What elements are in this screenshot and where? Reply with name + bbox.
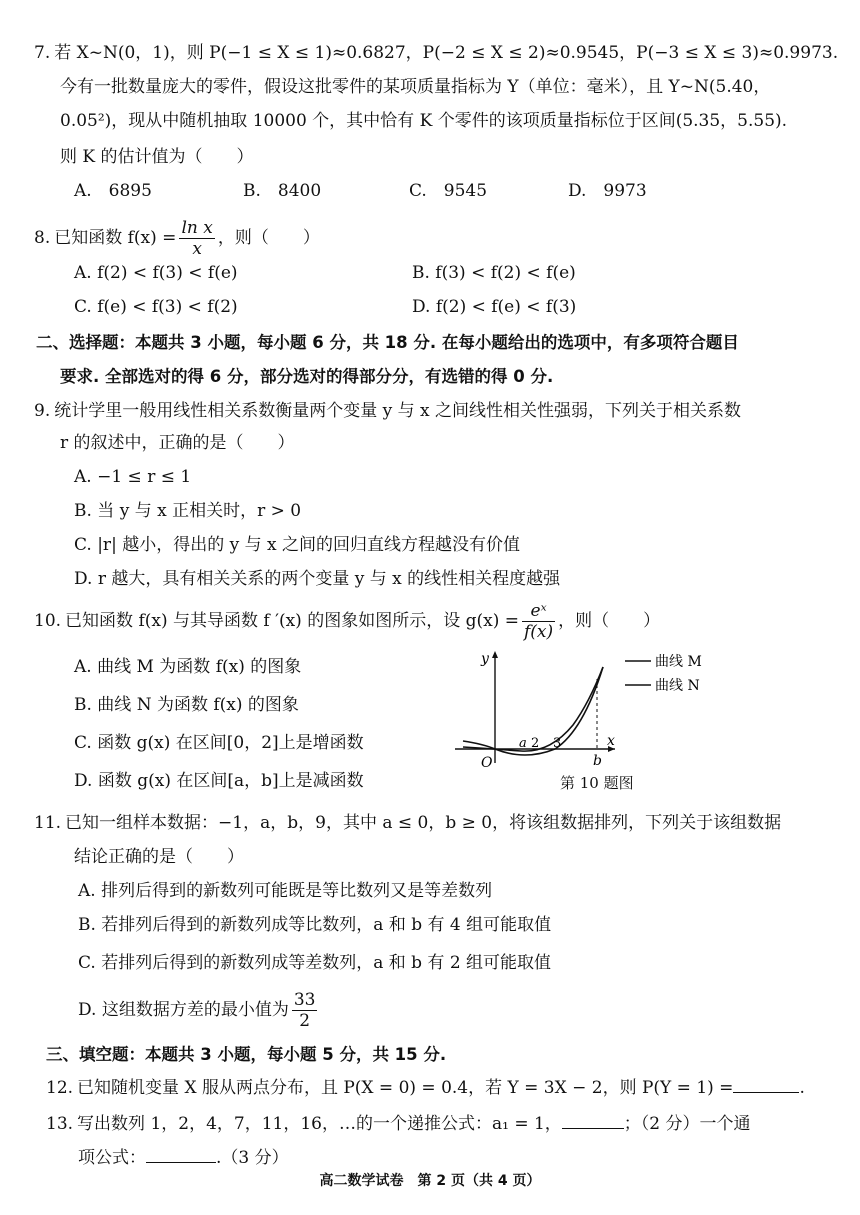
q13-line2: 项公式： .（3 分） bbox=[78, 1148, 289, 1168]
q9-number: 9. bbox=[34, 401, 51, 421]
tick-2: 2 bbox=[531, 736, 540, 751]
legend-m: 曲线 M bbox=[655, 654, 702, 670]
y-label: y bbox=[481, 651, 489, 667]
legend-n: 曲线 N bbox=[655, 678, 700, 694]
q8-stem: 8. 已知函数 f(x) = $\frac{\text{ln x}}{x}$ ，则（ ） bbox=[34, 218, 320, 259]
q11-line1: 11. 已知一组样本数据：−1，a，b，9，其中 a ≤ 0，b ≥ 0，将该组数据排列，下列关于该组数据 bbox=[34, 813, 782, 833]
q7-line3: 0.05²)，现从中随机抽取 10000 个，其中恰有 K 个零件的该项质量指标位于区间(5.35，5.55). bbox=[60, 111, 788, 131]
q9-line1: 9. 统计学里一般用线性相关系数衡量两个变量 y 与 x 之间线性相关性强弱，下列关于相关系数 bbox=[34, 401, 742, 421]
q8-option-a: A. f(2) < f(3) < f(e) bbox=[74, 263, 238, 283]
y-axis-arrow bbox=[492, 651, 498, 658]
q10-option-c: C. 函数 g(x) 在区间[0，2]上是增函数 bbox=[74, 733, 364, 753]
q12-answer-blank[interactable] bbox=[733, 1076, 799, 1093]
q10-figure-caption: 第 10 题图 bbox=[560, 774, 634, 792]
tick-b: b bbox=[593, 753, 602, 769]
q13-line1: 13. 写出数列 1，2，4，7，11，16，…的一个递推公式：a₁ = 1， ；（2 分）一个通 bbox=[46, 1114, 751, 1134]
q11-option-c: C. 若排列后得到的新数列成等差数列，a 和 b 有 2 组可能取值 bbox=[78, 953, 552, 973]
q10-option-d: D. 函数 g(x) 在区间[a，b]上是减函数 bbox=[74, 771, 364, 791]
q10-number: 10. bbox=[34, 611, 62, 631]
q11-number: 11. bbox=[34, 813, 62, 833]
tick-a: a bbox=[519, 736, 527, 751]
q7-option-b: B. 8400 bbox=[243, 181, 322, 201]
q9-option-c: C. |r| 越小，得出的 y 与 x 之间的回归直线方程越没有价值 bbox=[74, 535, 520, 555]
q10-figure bbox=[455, 645, 745, 770]
q13-general-blank[interactable] bbox=[146, 1146, 216, 1163]
q10-stem: 10. 已知函数 f(x) 与其导函数 f ′(x) 的图象如图所示，设 g(x) = $\frac{\text{eˣ}}{f(x)}$ ，则（ ） bbox=[34, 598, 660, 644]
q9-option-b: B. 当 y 与 x 正相关时，r > 0 bbox=[74, 501, 302, 521]
x-label: x bbox=[607, 733, 615, 749]
q8-option-d: D. f(2) < f(e) < f(3) bbox=[412, 297, 577, 317]
q8-option-c: C. f(e) < f(3) < f(2) bbox=[74, 297, 238, 317]
q7-line1: 7. 若 X~N(0，1)，则 P(−1 ≤ X ≤ 1)≈0.6827，P(−2 ≤ X ≤ 2)≈0.9545，P(−3 ≤ X ≤ 3)≈0.9973. bbox=[34, 43, 839, 63]
q10-fraction: $\frac{\text{eˣ}}{f(x)}$ bbox=[524, 601, 554, 642]
q7-line4: 则 K 的估计值为（ ） bbox=[60, 147, 254, 167]
q12-number: 12. bbox=[46, 1078, 74, 1098]
q7-option-c: C. 9545 bbox=[409, 181, 488, 201]
q11-option-b: B. 若排列后得到的新数列成等比数列，a 和 b 有 4 组可能取值 bbox=[78, 915, 552, 935]
q9-option-d: D. r 越大，具有相关关系的两个变量 y 与 x 的线性相关程度越强 bbox=[74, 569, 561, 589]
q11-option-a: A. 排列后得到的新数列可能既是等比数列又是等差数列 bbox=[78, 881, 493, 901]
q13-recursive-blank[interactable] bbox=[562, 1112, 624, 1129]
q11-option-d: D. 这组数据方差的最小值为 $\frac{33}{2}$ bbox=[78, 990, 316, 1031]
q7-option-a: A. 6895 bbox=[74, 181, 152, 201]
section2-heading-cont: 要求. 全部选对的得 6 分，部分选对的得部分分，有选错的得 0 分. bbox=[60, 367, 554, 386]
q8-number: 8. bbox=[34, 228, 51, 248]
q10-option-a: A. 曲线 M 为函数 f(x) 的图象 bbox=[74, 657, 302, 677]
q9-line2: r 的叙述中，正确的是（ ） bbox=[60, 433, 295, 453]
q13-number: 13. bbox=[46, 1114, 74, 1134]
q10-option-b: B. 曲线 N 为函数 f(x) 的图象 bbox=[74, 695, 299, 715]
q11-optd-fraction: $\frac{33}{2}$ bbox=[293, 990, 316, 1031]
q7-option-d: D. 9973 bbox=[568, 181, 647, 201]
tick-3: 3 bbox=[553, 736, 562, 751]
q7-number: 7. bbox=[34, 43, 51, 63]
section3-heading: 三、填空题：本题共 3 小题，每小题 5 分，共 15 分. bbox=[46, 1045, 447, 1064]
q8-fraction: $\frac{\text{ln x}}{x}$ bbox=[181, 218, 213, 259]
origin-label: O bbox=[481, 755, 493, 770]
q9-option-a: A. −1 ≤ r ≤ 1 bbox=[74, 467, 192, 487]
q8-option-b: B. f(3) < f(2) < f(e) bbox=[412, 263, 576, 283]
section2-heading: 二、选择题：本题共 3 小题，每小题 6 分，共 18 分. 在每小题给出的选项中，有多项符合题目 bbox=[36, 333, 739, 352]
page-footer: 高二数学试卷 第 2 页（共 4 页） bbox=[319, 1173, 541, 1189]
q7-line2: 今有一批数量庞大的零件，假设这批零件的某项质量指标为 Y（单位：毫米），且 Y~N(5.40， bbox=[60, 77, 771, 97]
q12-line: 12. 已知随机变量 X 服从两点分布，且 P(X = 0) = 0.4，若 Y = 3X − 2，则 P(Y = 1) = . bbox=[46, 1078, 805, 1098]
q11-line2: 结论正确的是（ ） bbox=[74, 847, 244, 867]
